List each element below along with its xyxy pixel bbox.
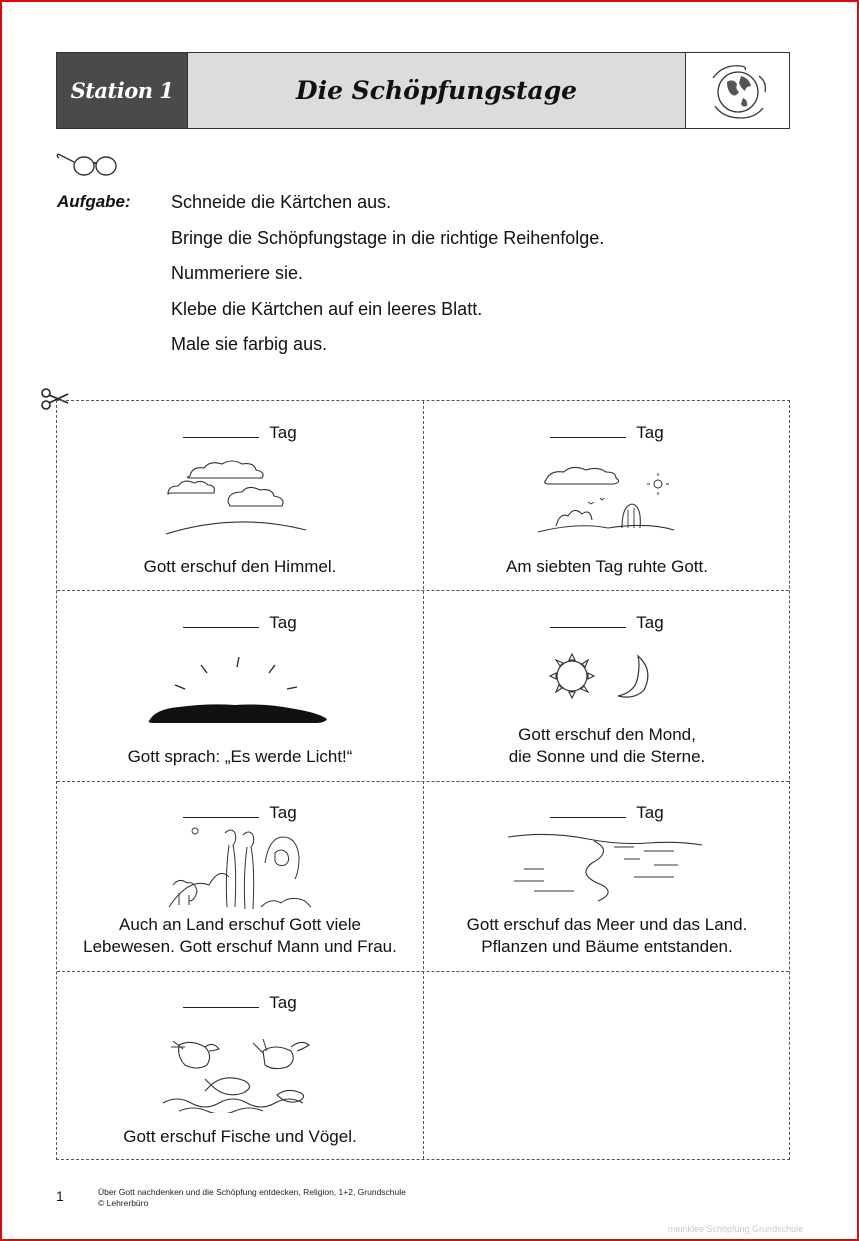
card-light	[57, 591, 423, 781]
cutout-cards-grid	[56, 400, 790, 1160]
task-line: Male sie farbig aus.	[171, 334, 328, 354]
task-line: Klebe die Kärtchen auf ein leeres Blatt.	[171, 298, 483, 319]
footer-line: © Lehrerbüro	[98, 1198, 149, 1208]
card-caption: Gott erschuf den Mond,	[518, 725, 696, 744]
page-number: 1	[56, 1188, 64, 1204]
task-instructions	[171, 190, 604, 368]
tag-label: Tag	[636, 613, 664, 632]
sea-land-illustration	[504, 829, 704, 905]
card-land-animals	[57, 781, 423, 971]
footer-line: Über Gott nachdenken und die Schöpfung entdecken, Religion, 1+2, Grundschule	[98, 1187, 406, 1197]
tag-label: Tag	[636, 803, 664, 822]
card-caption: Gott erschuf Fische und Vögel.	[123, 1127, 357, 1146]
card-caption: Am siebten Tag ruhte Gott.	[506, 557, 708, 576]
card-caption-line2: Pflanzen und Bäume entstanden.	[481, 937, 733, 956]
tag-label: Tag	[269, 613, 297, 632]
card-caption: Auch an Land erschuf Gott viele	[119, 915, 361, 934]
task-line: Schneide die Kärtchen aus.	[171, 192, 392, 212]
adam-eve-illustration	[165, 823, 315, 909]
card-empty	[424, 971, 790, 1161]
fish-birds-illustration	[159, 1029, 319, 1113]
card-caption-line2: die Sonne und die Sterne.	[508, 747, 706, 766]
card-fish-birds	[57, 971, 423, 1161]
globe-hands-icon	[686, 53, 789, 128]
station-header	[56, 52, 790, 129]
card-caption-line2: Lebewesen. Gott erschuf Mann und Frau.	[83, 937, 397, 956]
glasses-icon	[54, 146, 120, 180]
card-heaven	[57, 401, 423, 591]
card-caption: Gott sprach: „Es werde Licht!“	[127, 747, 353, 766]
tag-label: Tag	[269, 993, 297, 1012]
card-rest	[424, 401, 790, 591]
landscape-illustration	[536, 456, 676, 538]
task-line: Nummeriere sie.	[171, 263, 304, 283]
tag-label: Tag	[269, 423, 297, 442]
sun-moon-illustration	[542, 646, 662, 706]
tag-label: Tag	[636, 423, 664, 442]
station-label: Station 1	[57, 53, 188, 128]
task-line: Bringe die Schöpfungstage in die richtige Reihenfolge.	[171, 227, 605, 248]
clouds-illustration	[162, 456, 312, 538]
card-caption: Gott erschuf den Himmel.	[143, 557, 337, 576]
page-title: Die Schöpfungstage	[188, 53, 686, 128]
card-sun-moon	[424, 591, 790, 781]
card-caption: Gott erschuf das Meer und das Land.	[466, 915, 748, 934]
sunrise-illustration	[145, 651, 335, 731]
footer-credits	[98, 1187, 406, 1209]
watermark: meinklee Schöpfung Grundschule	[668, 1224, 804, 1234]
task-label: Aufgabe:	[57, 192, 131, 211]
card-sea-land	[424, 781, 790, 971]
tag-label: Tag	[269, 803, 297, 822]
